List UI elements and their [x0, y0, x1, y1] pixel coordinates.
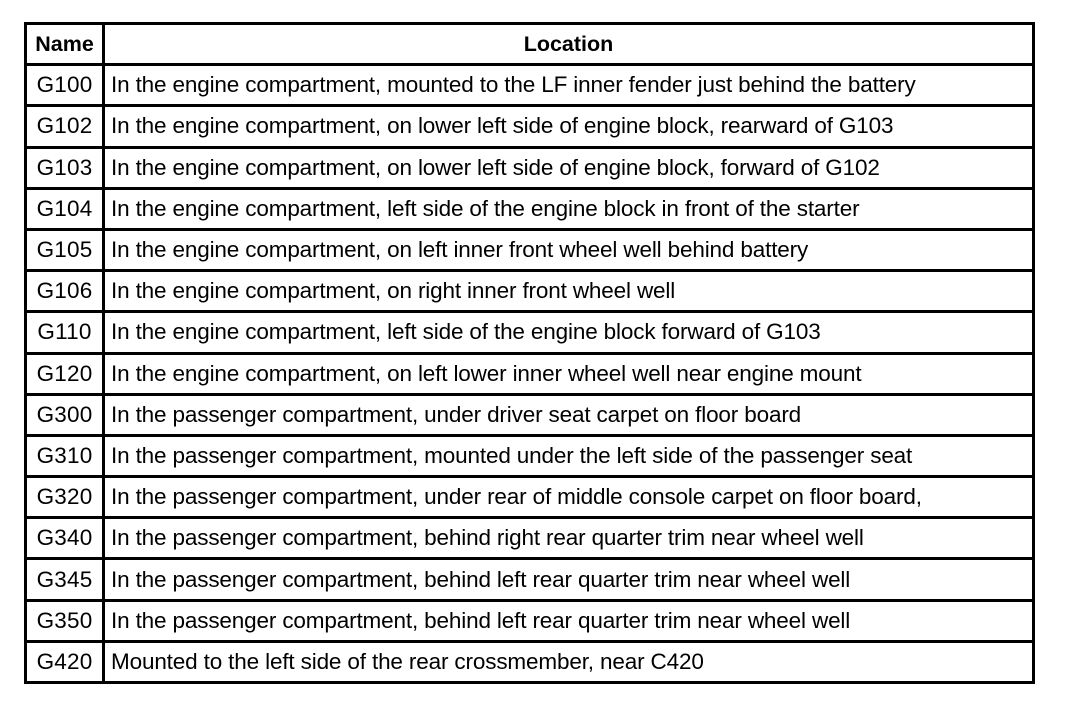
ground-name-cell: G350	[27, 602, 105, 643]
ground-location-cell: In the engine compartment, on left lower inner wheel well near engine mount	[105, 355, 1035, 396]
table-row	[27, 437, 1035, 478]
ground-name-cell: G120	[27, 355, 105, 396]
ground-location-cell: Mounted to the left side of the rear crossmember, near C420	[105, 643, 1035, 684]
ground-location-cell: In the passenger compartment, under driver seat carpet on floor board	[105, 396, 1035, 437]
table-row	[27, 66, 1035, 107]
ground-name-cell: G105	[27, 231, 105, 272]
ground-name-cell: G300	[27, 396, 105, 437]
ground-location-cell: In the passenger compartment, behind left rear quarter trim near wheel well	[105, 602, 1035, 643]
ground-name-cell: G345	[27, 560, 105, 601]
ground-name-cell: G100	[27, 66, 105, 107]
table-row	[27, 478, 1035, 519]
table-header-row	[27, 25, 1035, 66]
table-body	[27, 66, 1035, 684]
ground-location-cell: In the engine compartment, on lower left side of engine block, rearward of G103	[105, 107, 1035, 148]
ground-location-table	[24, 22, 1035, 684]
ground-name-cell: G106	[27, 272, 105, 313]
table-row	[27, 190, 1035, 231]
table-row	[27, 519, 1035, 560]
ground-location-cell: In the engine compartment, left side of the engine block forward of G103	[105, 313, 1035, 354]
ground-location-cell: In the passenger compartment, mounted under the left side of the passenger seat	[105, 437, 1035, 478]
ground-name-cell: G110	[27, 313, 105, 354]
ground-location-cell: In the passenger compartment, behind right rear quarter trim near wheel well	[105, 519, 1035, 560]
ground-name-cell: G320	[27, 478, 105, 519]
ground-name-cell: G102	[27, 107, 105, 148]
table-row	[27, 313, 1035, 354]
header-location: Location	[105, 25, 1035, 66]
ground-location-cell: In the engine compartment, on right inner front wheel well	[105, 272, 1035, 313]
table-row	[27, 107, 1035, 148]
ground-location-cell: In the engine compartment, mounted to the LF inner fender just behind the battery	[105, 66, 1035, 107]
ground-location-cell: In the engine compartment, on lower left side of engine block, forward of G102	[105, 149, 1035, 190]
ground-location-cell: In the engine compartment, left side of the engine block in front of the starter	[105, 190, 1035, 231]
ground-name-cell: G310	[27, 437, 105, 478]
table-row	[27, 355, 1035, 396]
table-row	[27, 396, 1035, 437]
table-row	[27, 643, 1035, 684]
header-name: Name	[27, 25, 105, 66]
ground-name-cell: G104	[27, 190, 105, 231]
table-row	[27, 272, 1035, 313]
table-row	[27, 231, 1035, 272]
ground-name-cell: G340	[27, 519, 105, 560]
table-row	[27, 149, 1035, 190]
table-row	[27, 602, 1035, 643]
ground-name-cell: G420	[27, 643, 105, 684]
ground-location-cell: In the engine compartment, on left inner front wheel well behind battery	[105, 231, 1035, 272]
ground-location-cell: In the passenger compartment, under rear of middle console carpet on floor board,	[105, 478, 1035, 519]
table-row	[27, 560, 1035, 601]
ground-name-cell: G103	[27, 149, 105, 190]
ground-location-cell: In the passenger compartment, behind left rear quarter trim near wheel well	[105, 560, 1035, 601]
